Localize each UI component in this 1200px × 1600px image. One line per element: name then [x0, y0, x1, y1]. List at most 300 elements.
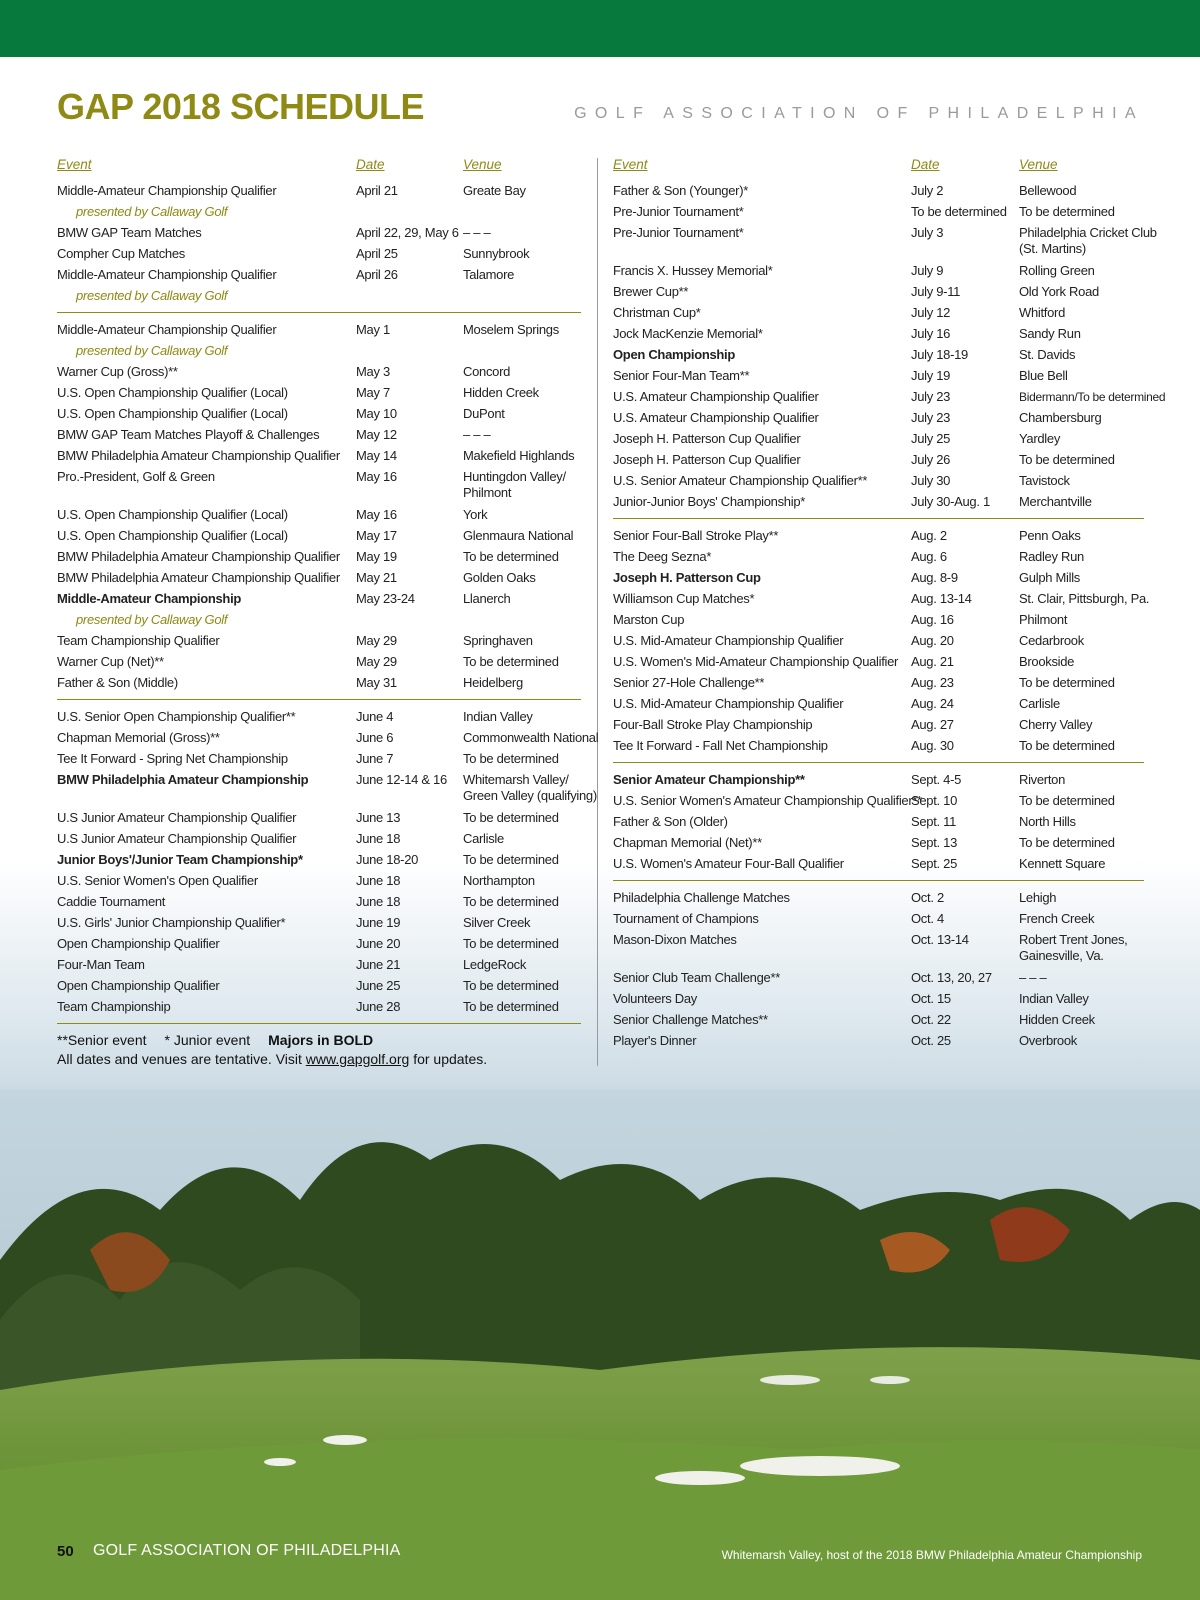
event-date: June 18: [356, 831, 401, 846]
event-name: Chapman Memorial (Gross)**: [57, 730, 220, 745]
event-name: U.S Junior Amateur Championship Qualifier: [57, 810, 297, 825]
event-name: Brewer Cup**: [613, 284, 689, 299]
schedule-row: [613, 568, 1144, 589]
schedule-row: [613, 989, 1144, 1010]
event-date: May 31: [356, 675, 397, 690]
schedule-row: [613, 833, 1144, 854]
event-date: Aug. 2: [911, 528, 947, 543]
event-date: July 9: [911, 263, 944, 278]
venue-line: North Hills: [1019, 814, 1076, 829]
venue-line: Golden Oaks: [463, 570, 536, 585]
venue-line: Chambersburg: [1019, 410, 1102, 425]
event-name: The Deeg Sezna*: [613, 549, 712, 564]
group-separator: [613, 518, 1144, 519]
group-separator: [57, 1023, 581, 1024]
venue-line: Old York Road: [1019, 284, 1099, 299]
event-venue: [1019, 772, 1065, 788]
venue-line: Philmont: [1019, 612, 1068, 627]
schedule-row: [57, 808, 581, 829]
venue-line: Rolling Green: [1019, 263, 1095, 278]
event-name: Francis X. Hussey Memorial*: [613, 263, 773, 278]
schedule-row: [57, 467, 581, 505]
schedule-row: [613, 547, 1144, 568]
top-banner: [0, 0, 1200, 57]
event-name: U.S. Amateur Championship Qualifier: [613, 389, 819, 404]
venue-line: French Creek: [1019, 911, 1095, 926]
event-name: Middle-Amateur Championship Qualifier: [57, 322, 277, 337]
venue-line: Tavistock: [1019, 473, 1070, 488]
event-date: June 21: [356, 957, 401, 972]
event-name: Warner Cup (Net)**: [57, 654, 164, 669]
event-venue: [1019, 793, 1115, 809]
event-date: Aug. 24: [911, 696, 954, 711]
event-name: U.S. Open Championship Qualifier (Local): [57, 385, 288, 400]
schedule-row: [613, 282, 1144, 303]
schedule-row: [57, 320, 581, 341]
event-name: Mason-Dixon Matches: [613, 932, 737, 947]
venue-line: Springhaven: [463, 633, 533, 648]
venue-header: Venue: [1019, 157, 1058, 172]
event-date: Aug. 16: [911, 612, 954, 627]
event-name: Team Championship Qualifier: [57, 633, 220, 648]
event-name: Senior Amateur Championship**: [613, 772, 805, 787]
event-venue: [463, 654, 559, 670]
event-date: July 30-Aug. 1: [911, 494, 990, 509]
event-date: Sept. 10: [911, 793, 958, 808]
event-venue: [1019, 284, 1099, 300]
event-venue: [1019, 183, 1076, 199]
event-date: July 23: [911, 389, 951, 404]
event-name: U.S. Open Championship Qualifier (Local): [57, 528, 288, 543]
event-name: U.S. Open Championship Qualifier (Local): [57, 507, 288, 522]
sponsor-note: [57, 610, 581, 631]
venue-line: Brookside: [1019, 654, 1075, 669]
sponsor-note: [57, 341, 581, 362]
event-date: May 23-24: [356, 591, 415, 606]
event-name: Tee It Forward - Fall Net Championship: [613, 738, 828, 753]
venue-line: Indian Valley: [1019, 991, 1089, 1006]
column-divider: [597, 158, 598, 1066]
event-venue: [1019, 410, 1101, 426]
schedule-row: [613, 408, 1144, 429]
schedule-row: [57, 589, 581, 610]
event-venue: [463, 322, 559, 338]
schedule-row: [613, 261, 1144, 282]
event-venue: [463, 831, 504, 847]
schedule-row: [613, 387, 1166, 408]
schedule-row: [57, 707, 581, 728]
event-venue: [463, 591, 510, 607]
venue-line: Robert Trent Jones,: [1019, 932, 1128, 947]
event-date: Oct. 22: [911, 1012, 951, 1027]
event-date: Sept. 25: [911, 856, 958, 871]
event-venue: [1019, 970, 1046, 986]
venue-line: To be determined: [1019, 452, 1115, 467]
event-name: Philadelphia Challenge Matches: [613, 890, 790, 905]
sponsor-text: presented by Callaway Golf: [76, 204, 228, 219]
venue-line: Blue Bell: [1019, 368, 1068, 383]
event-venue: [463, 978, 559, 994]
event-venue: [463, 957, 526, 973]
venue-line: LedgeRock: [463, 957, 527, 972]
event-date: Sept. 4-5: [911, 772, 962, 787]
event-name: U.S. Women's Mid-Amateur Championship Qualifier: [613, 654, 899, 669]
legend-senior: **Senior event: [57, 1032, 147, 1048]
event-name: U.S. Mid-Amateur Championship Qualifier: [613, 696, 844, 711]
venue-line: – – –: [1019, 970, 1047, 985]
event-date: April 25: [356, 246, 398, 261]
venue-line: Cedarbrook: [1019, 633, 1084, 648]
event-date: May 29: [356, 654, 397, 669]
event-date: June 12-14 & 16: [356, 772, 447, 787]
event-venue: [1019, 1012, 1095, 1028]
venue-line: To be determined: [463, 852, 559, 867]
event-date: June 4: [356, 709, 394, 724]
event-date: May 17: [356, 528, 397, 543]
event-name: BMW Philadelphia Amateur Championship Qualifier: [57, 549, 340, 564]
event-name: Tournament of Champions: [613, 911, 759, 926]
event-venue: [463, 427, 490, 443]
venue-line-2: Philmont: [463, 485, 512, 500]
schedule-row: [613, 770, 1144, 791]
event-venue: [463, 364, 510, 380]
schedule-row: [613, 492, 1144, 513]
schedule-row: [57, 631, 581, 652]
venue-line-2: Gainesville, Va.: [1019, 948, 1104, 963]
venue-line: Riverton: [1019, 772, 1066, 787]
event-venue: [463, 448, 574, 464]
venue-line: To be determined: [1019, 793, 1115, 808]
schedule-row: [57, 913, 581, 934]
event-venue: [463, 999, 559, 1015]
venue-line: Whitemarsh Valley/: [463, 772, 569, 787]
event-venue: [1019, 431, 1060, 447]
schedule-row: [57, 446, 581, 467]
schedule-row: [57, 770, 597, 808]
schedule-row: [57, 362, 581, 383]
schedule-row: [57, 728, 599, 749]
event-venue: [1019, 528, 1081, 544]
schedule-row: [613, 450, 1144, 471]
schedule-row: [613, 694, 1144, 715]
event-venue: [463, 469, 566, 501]
event-name: Junior-Junior Boys' Championship*: [613, 494, 806, 509]
venue-line: Bellewood: [1019, 183, 1077, 198]
legend-junior: * Junior event: [164, 1032, 251, 1048]
event-venue: [463, 246, 529, 262]
event-name: BMW Philadelphia Amateur Championship Qualifier: [57, 448, 340, 463]
event-venue: [1019, 654, 1074, 670]
schedule-row: [57, 526, 581, 547]
schedule-row: [57, 244, 581, 265]
event-venue: [1019, 305, 1065, 321]
event-venue: [1019, 717, 1092, 733]
event-date: May 7: [356, 385, 390, 400]
venue-line: Moselem Springs: [463, 322, 559, 337]
event-name: Middle-Amateur Championship Qualifier: [57, 267, 277, 282]
event-name: U.S Junior Amateur Championship Qualifier: [57, 831, 297, 846]
venue-line: – – –: [463, 427, 491, 442]
event-date: July 25: [911, 431, 951, 446]
event-date: June 18: [356, 894, 401, 909]
venue-line: To be determined: [463, 978, 559, 993]
venue-line: Philadelphia Cricket Club: [1019, 225, 1157, 240]
event-name: Senior Challenge Matches**: [613, 1012, 768, 1027]
schedule-group: [57, 181, 581, 307]
gapgolf-link[interactable]: www.gapgolf.org: [305, 1051, 410, 1067]
event-date: June 28: [356, 999, 401, 1014]
event-date: May 16: [356, 507, 397, 522]
venue-line-2: Green Valley (qualifying): [463, 788, 597, 803]
event-name: Christman Cup*: [613, 305, 701, 320]
schedule-left-column: [57, 155, 599, 1069]
org-heading: GOLF ASSOCIATION OF PHILADELPHIA: [574, 105, 1144, 122]
venue-line: Radley Run: [1019, 549, 1084, 564]
venue-line: Hidden Creek: [1019, 1012, 1095, 1027]
event-date: June 18-20: [356, 852, 419, 867]
venue-line: To be determined: [463, 810, 559, 825]
event-name: BMW Philadelphia Amateur Championship: [57, 772, 309, 787]
event-venue: [1019, 368, 1068, 384]
event-date: May 16: [356, 469, 397, 484]
column-header-row: [57, 155, 581, 181]
venue-line: Overbrook: [1019, 1033, 1077, 1048]
sponsor-text: presented by Callaway Golf: [76, 612, 228, 627]
event-venue: [1019, 675, 1115, 691]
venue-line: To be determined: [1019, 738, 1115, 753]
event-name: Volunteers Day: [613, 991, 697, 1006]
venue-line: To be determined: [463, 894, 559, 909]
schedule-group: [613, 526, 1150, 757]
event-date: July 9-11: [911, 284, 961, 299]
schedule-row: [57, 404, 581, 425]
event-name: Compher Cup Matches: [57, 246, 185, 261]
schedule-row: [613, 736, 1144, 757]
event-venue: [463, 528, 573, 544]
event-date: July 12: [911, 305, 951, 320]
schedule-row: [613, 324, 1144, 345]
event-venue: [463, 894, 559, 910]
schedule-row: [57, 547, 581, 568]
venue-line: To be determined: [463, 936, 559, 951]
schedule-group: [613, 770, 1144, 875]
event-date: June 6: [356, 730, 394, 745]
event-date: July 26: [911, 452, 951, 467]
venue-line: To be determined: [1019, 675, 1115, 690]
venue-line: St. Clair, Pittsburgh, Pa.: [1019, 591, 1150, 606]
event-name: Team Championship: [57, 999, 171, 1014]
photo-caption: Whitemarsh Valley, host of the 2018 BMW Philadelphia Amateur Championship: [721, 1548, 1142, 1562]
venue-line: To be determined: [463, 999, 559, 1014]
event-venue: [1019, 225, 1157, 257]
event-name: Middle-Amateur Championship Qualifier: [57, 183, 277, 198]
event-name: U.S. Senior Women's Open Qualifier: [57, 873, 258, 888]
event-name: Joseph H. Patterson Cup: [613, 570, 761, 585]
event-name: Open Championship: [613, 347, 736, 362]
venue-line: Whitford: [1019, 305, 1066, 320]
legend-note-suffix: for updates.: [413, 1051, 488, 1067]
event-name: Pro.-President, Golf & Green: [57, 469, 215, 484]
event-venue: [463, 675, 523, 691]
event-name: Joseph H. Patterson Cup Qualifier: [613, 452, 801, 467]
event-date: May 14: [356, 448, 397, 463]
event-name: U.S. Girls' Junior Championship Qualifier*: [57, 915, 286, 930]
schedule-row: [613, 589, 1150, 610]
schedule-row: [57, 829, 581, 850]
venue-line: Talamore: [463, 267, 515, 282]
event-date: May 3: [356, 364, 390, 379]
event-venue: [1019, 738, 1115, 754]
event-venue: [1019, 473, 1070, 489]
event-venue: [1019, 452, 1115, 468]
event-venue: [463, 549, 559, 565]
event-date: Aug. 23: [911, 675, 954, 690]
schedule-row: [613, 631, 1144, 652]
venue-line: Greate Bay: [463, 183, 526, 198]
schedule-row: [613, 930, 1144, 968]
venue-line: Merchantville: [1019, 494, 1092, 509]
schedule-row: [613, 812, 1144, 833]
event-date: July 3: [911, 225, 944, 240]
event-date: July 23: [911, 410, 951, 425]
venue-line: Makefield Highlands: [463, 448, 575, 463]
event-name: Senior 27-Hole Challenge**: [613, 675, 765, 690]
event-date: July 18-19: [911, 347, 968, 362]
event-name: U.S. Mid-Amateur Championship Qualifier: [613, 633, 844, 648]
event-venue: [463, 183, 526, 199]
event-date: Oct. 13-14: [911, 932, 969, 947]
event-venue: [1019, 856, 1105, 872]
event-name: Williamson Cup Matches*: [613, 591, 755, 606]
schedule-row: [613, 888, 1144, 909]
footer-org-name: GOLF ASSOCIATION OF PHILADELPHIA: [93, 1542, 401, 1559]
event-name: U.S. Amateur Championship Qualifier: [613, 410, 819, 425]
event-date: Oct. 2: [911, 890, 944, 905]
event-date: Aug. 8-9: [911, 570, 958, 585]
event-venue: [1019, 612, 1067, 628]
event-venue: [1019, 911, 1094, 927]
schedule-row: [613, 909, 1144, 930]
event-date: May 12: [356, 427, 397, 442]
event-name: BMW Philadelphia Amateur Championship Qualifier: [57, 570, 340, 585]
schedule-row: [57, 652, 581, 673]
event-name: Father & Son (Older): [613, 814, 728, 829]
event-date: May 10: [356, 406, 397, 421]
schedule-group: [57, 320, 581, 694]
venue-line: Indian Valley: [463, 709, 533, 724]
event-date: Aug. 27: [911, 717, 954, 732]
schedule-row: [57, 383, 581, 404]
venue-line: To be determined: [463, 751, 559, 766]
schedule-row: [57, 955, 581, 976]
event-name: Father & Son (Younger)*: [613, 183, 748, 198]
event-venue: [1019, 549, 1084, 565]
event-date: July 30: [911, 473, 951, 488]
schedule-row: [57, 892, 581, 913]
schedule-row: [613, 303, 1144, 324]
event-venue: [1019, 991, 1089, 1007]
venue-line-2: (St. Martins): [1019, 241, 1086, 256]
legend-note-prefix: All dates and venues are tentative. Visit: [57, 1051, 302, 1067]
event-date: Aug. 21: [911, 654, 954, 669]
event-name: U.S. Senior Women's Amateur Championship Qualifier**: [613, 793, 922, 808]
sponsor-text: presented by Callaway Golf: [76, 288, 228, 303]
event-venue: [463, 751, 559, 767]
event-venue: [463, 936, 559, 952]
event-name: Junior Boys'/Junior Team Championship*: [57, 852, 303, 867]
event-name: Four-Man Team: [57, 957, 145, 972]
schedule-row: [613, 610, 1144, 631]
event-venue: [463, 406, 505, 422]
venue-line: To be determined: [1019, 835, 1115, 850]
event-venue: [1019, 890, 1056, 906]
venue-line: Penn Oaks: [1019, 528, 1081, 543]
event-venue: [463, 873, 535, 889]
event-venue: [463, 852, 559, 868]
legend: [57, 1031, 581, 1069]
venue-line: To be determined: [463, 654, 559, 669]
venue-line: Heidelberg: [463, 675, 523, 690]
event-venue: [463, 267, 514, 283]
event-venue: [463, 633, 533, 649]
schedule-row: [613, 791, 1144, 812]
schedule-row: [57, 223, 581, 244]
legend-key: [57, 1031, 581, 1050]
event-date: July 19: [911, 368, 951, 383]
event-name: Pre-Junior Tournament*: [613, 204, 744, 219]
schedule-row: [613, 968, 1144, 989]
schedule-row: [613, 854, 1144, 875]
venue-line: Northampton: [463, 873, 535, 888]
schedule-row: [57, 673, 581, 694]
schedule-row: [613, 526, 1144, 547]
schedule-group: [613, 888, 1144, 1052]
venue-line: Glenmaura National: [463, 528, 574, 543]
venue-line: – – –: [463, 225, 491, 240]
date-header: Date: [356, 157, 385, 172]
golf-course-photo: [0, 1090, 1200, 1600]
schedule-row: [613, 202, 1144, 223]
venue-line: Sunnybrook: [463, 246, 530, 261]
venue-line: Carlisle: [1019, 696, 1060, 711]
event-date: Aug. 20: [911, 633, 954, 648]
venue-line: Concord: [463, 364, 511, 379]
event-name: Chapman Memorial (Net)**: [613, 835, 762, 850]
sponsor-note: [57, 286, 581, 307]
schedule-row: [57, 568, 581, 589]
event-venue: [463, 772, 597, 804]
event-date: Oct. 15: [911, 991, 951, 1006]
schedule-row: [613, 673, 1144, 694]
schedule-row: [57, 425, 581, 446]
event-venue: [1019, 494, 1092, 510]
event-date: Oct. 13, 20, 27: [911, 970, 992, 985]
sponsor-text: presented by Callaway Golf: [76, 343, 228, 358]
venue-line: Sandy Run: [1019, 326, 1081, 341]
event-venue: [463, 570, 536, 586]
event-venue: [1019, 932, 1127, 964]
schedule-row: [613, 1031, 1144, 1052]
event-date: June 25: [356, 978, 401, 993]
event-venue: [1019, 835, 1115, 851]
schedule-row: [57, 265, 581, 286]
event-name: BMW GAP Team Matches: [57, 225, 202, 240]
venue-line: Hidden Creek: [463, 385, 539, 400]
event-name: Four-Ball Stroke Play Championship: [613, 717, 813, 732]
event-venue: [463, 810, 559, 826]
event-venue: [1019, 591, 1149, 607]
group-separator: [613, 762, 1144, 763]
